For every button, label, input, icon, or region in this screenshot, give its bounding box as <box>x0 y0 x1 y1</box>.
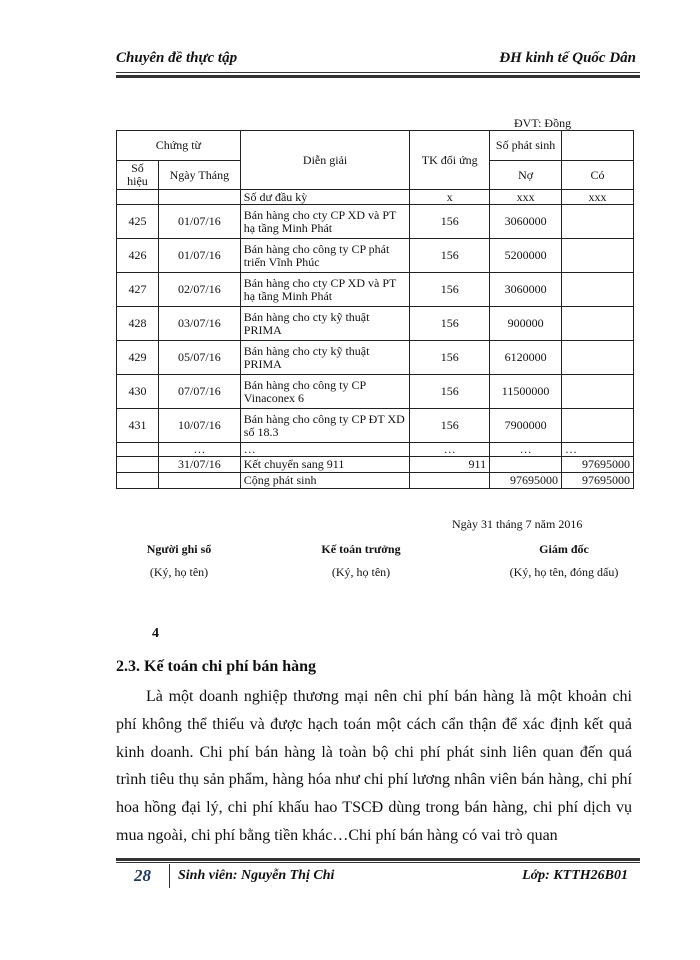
header-chungtu: Chứng từ <box>117 131 241 161</box>
cell-ngay: 07/07/16 <box>158 375 240 409</box>
ellipsis-ngay: … <box>158 443 240 457</box>
ellipsis-row <box>117 443 634 457</box>
chief-note: (Ký, họ tên) <box>331 565 391 579</box>
cell-so: 427 <box>117 273 159 307</box>
cell-no: 3060000 <box>490 273 562 307</box>
ellipsis-co: … <box>562 443 634 457</box>
cell-so: 430 <box>117 375 159 409</box>
opening-tk: x <box>410 190 490 205</box>
recorder-note: (Ký, họ tên) <box>149 565 209 579</box>
cell-co <box>562 273 634 307</box>
ellipsis-tk: … <box>410 443 490 457</box>
cell-tk: 156 <box>410 205 490 239</box>
opening-desc: Số dư đầu kỳ <box>240 190 410 205</box>
opening-row <box>117 190 634 205</box>
cell-so: 426 <box>117 239 159 273</box>
body-paragraph: Là một doanh nghiệp thương mại nên chi phí bán hàng là một khoản chi phí không thể thiếu và được hạch toán một cách cẩn thận để xác định kết quả kinh doanh. Chi phí bán hàng là toàn bộ chi phí phát sinh liên quan đến quá trình tiêu thụ sản phẩm, hàng hóa như chi phí lương nhân viên bán hàng, chi phí hoa hồng đại lý, chi phí khấu hao TSCĐ dùng trong bán hàng, chi phí dịch vụ mua ngoài, chi phí bằng tiền khác…Chi phí bán hàng có vai trò quan <box>116 688 632 844</box>
header-right: ĐH kinh tế Quốc Dân <box>499 50 636 66</box>
header-diengiai: Diễn giải <box>240 131 410 190</box>
signature-recorder <box>134 542 224 580</box>
cell-tk: 156 <box>410 307 490 341</box>
cell-desc: Bán hàng cho cty kỹ thuật PRIMA <box>240 341 410 375</box>
page-header <box>116 50 636 72</box>
cell-co <box>562 239 634 273</box>
opening-co: xxx <box>562 190 634 205</box>
paragraph-number: 4 <box>152 626 159 641</box>
signature-chief <box>306 542 416 580</box>
cell-desc: Bán hàng cho công ty CP phát triển Vĩnh Phúc <box>240 239 410 273</box>
cell-ngay: 03/07/16 <box>158 307 240 341</box>
header-left: Chuyên đề thực tập <box>116 50 238 66</box>
cell-desc: Bán hàng cho cty kỹ thuật PRIMA <box>240 307 410 341</box>
cell-desc: Bán hàng cho công ty CP ĐT XD số 18.3 <box>240 409 410 443</box>
cell-desc: Bán hàng cho công ty CP Vinaconex 6 <box>240 375 410 409</box>
cell-ngay: 05/07/16 <box>158 341 240 375</box>
cell-no: 7900000 <box>490 409 562 443</box>
cell-no: 11500000 <box>490 375 562 409</box>
cell-so: 431 <box>117 409 159 443</box>
total-row <box>117 473 634 489</box>
cell-desc: Bán hàng cho cty CP XD và PT hạ tầng Minh Phát <box>240 205 410 239</box>
cell-co <box>562 341 634 375</box>
cell-ngay: 01/07/16 <box>158 239 240 273</box>
ledger-table <box>116 130 634 489</box>
transfer-co: 97695000 <box>562 457 634 473</box>
table-row <box>117 307 634 341</box>
chief-role: Kế toán trưởng <box>321 542 401 556</box>
table-row <box>117 341 634 375</box>
cell-no: 900000 <box>490 307 562 341</box>
footer-rule <box>116 862 640 863</box>
header-co: Có <box>562 161 634 190</box>
cell-co <box>562 409 634 443</box>
table-row <box>117 409 634 443</box>
signature-date: Ngày 31 tháng 7 năm 2016 <box>452 517 583 531</box>
page-footer <box>116 864 640 888</box>
cell-ngay: 01/07/16 <box>158 205 240 239</box>
table-row <box>117 205 634 239</box>
header-blank <box>562 131 634 161</box>
unit-label: ĐVT: Đồng <box>514 116 572 130</box>
header-rule <box>116 72 640 73</box>
cell-co <box>562 375 634 409</box>
transfer-ngay: 31/07/16 <box>158 457 240 473</box>
header-no: Nợ <box>490 161 562 190</box>
cell-tk: 156 <box>410 273 490 307</box>
table-header-row <box>117 131 634 161</box>
ellipsis-no: … <box>490 443 562 457</box>
transfer-row <box>117 457 634 473</box>
cell-no: 5200000 <box>490 239 562 273</box>
header-rule-thick <box>116 75 640 78</box>
cell-tk: 156 <box>410 409 490 443</box>
table-row <box>117 273 634 307</box>
cell-so: 428 <box>117 307 159 341</box>
cell-co <box>562 307 634 341</box>
director-role: Giám đốc <box>539 542 589 556</box>
cell-no: 3060000 <box>490 205 562 239</box>
total-no: 97695000 <box>490 473 562 489</box>
transfer-no <box>490 457 562 473</box>
cell-so: 429 <box>117 341 159 375</box>
director-note: (Ký, họ tên, đóng dấu) <box>509 565 619 579</box>
cell-no: 6120000 <box>490 341 562 375</box>
recorder-role: Người ghi sổ <box>146 542 212 556</box>
header-so: Số hiệu <box>117 161 159 190</box>
footer-class: Lớp: KTTH26B01 <box>522 868 628 883</box>
footer-rule-thick <box>116 858 640 861</box>
transfer-tk: 911 <box>410 457 490 473</box>
cell-tk: 156 <box>410 239 490 273</box>
total-desc: Cộng phát sinh <box>240 473 410 489</box>
cell-so: 425 <box>117 205 159 239</box>
page-number: 28 <box>116 864 170 888</box>
header-sophatsinh: Số phát sinh <box>490 131 562 161</box>
footer-student: Sinh viên: Nguyễn Thị Chi <box>178 868 335 883</box>
transfer-desc: Kết chuyển sang 911 <box>240 457 410 473</box>
ellipsis-desc: … <box>240 443 410 457</box>
opening-no: xxx <box>490 190 562 205</box>
cell-co <box>562 205 634 239</box>
total-co: 97695000 <box>562 473 634 489</box>
cell-tk: 156 <box>410 375 490 409</box>
signature-director <box>494 542 634 580</box>
cell-ngay: 02/07/16 <box>158 273 240 307</box>
cell-desc: Bán hàng cho cty CP XD và PT hạ tầng Minh Phát <box>240 273 410 307</box>
cell-tk: 156 <box>410 341 490 375</box>
header-ngay: Ngày Tháng <box>158 161 240 190</box>
cell-ngay: 10/07/16 <box>158 409 240 443</box>
section-title: 2.3. Kế toán chi phí bán hàng <box>116 658 317 675</box>
table-row <box>117 375 634 409</box>
table-row <box>117 239 634 273</box>
header-tk: TK đối ứng <box>410 131 490 190</box>
